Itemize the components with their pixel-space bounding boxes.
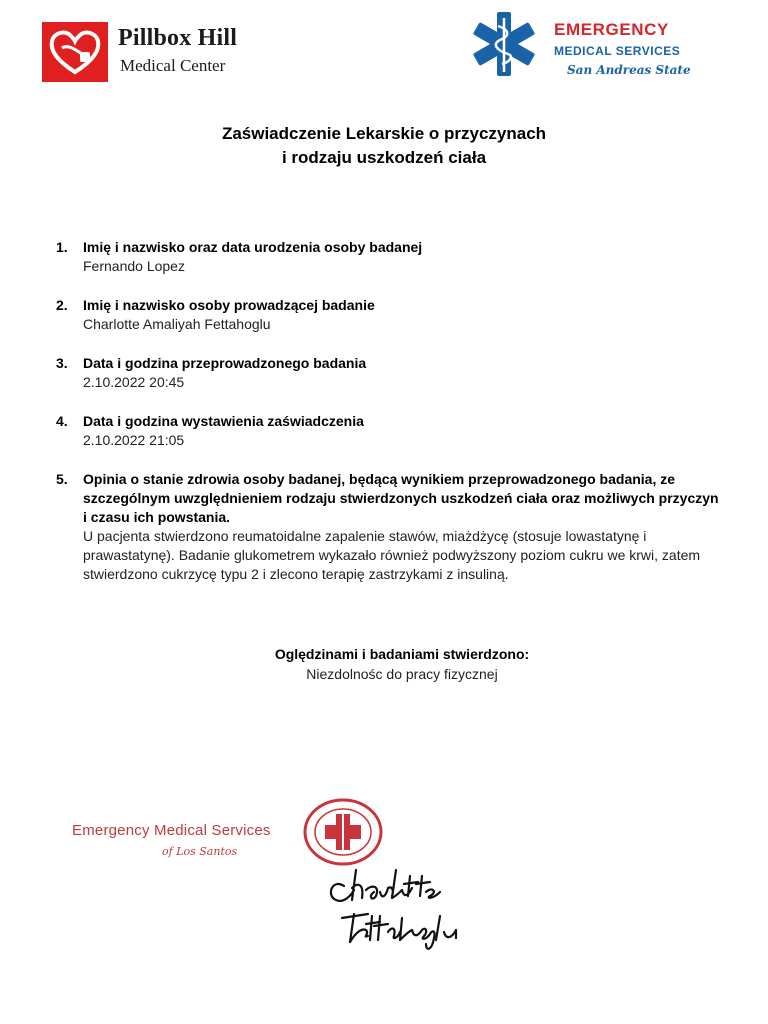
- item-value: 2.10.2022 20:45: [83, 374, 185, 390]
- item-label: Opinia o stanie zdrowia osoby badanej, będącą wynikiem przeprowadzonego badania, ze szczególnym uwzględnieniem rodzaju stwierdzonych uszkodzeń ciała oraz możliwych przyczyn i czasu ich powstania.: [83, 471, 719, 525]
- list-item: [56, 354, 726, 392]
- item-label: Imię i nazwisko osoby prowadzącej badanie: [83, 297, 375, 313]
- item-number: 5.: [56, 471, 68, 487]
- document-title-line-2: i rodzaju uszkodzeń ciała: [281, 148, 487, 167]
- list-item: [56, 238, 726, 276]
- item-number: 1.: [56, 239, 68, 255]
- document-title-line-1: Zaświadczenie Lekarskie o przyczynach: [221, 124, 547, 143]
- item-value: U pacjenta stwierdzono reumatoidalne zapalenie stawów, miażdżycę (stosuje lowastatynę i prawastatynę). Badanie glukometrem wykazało również podwyższony poziom cukru we krwi, zatem stwierdzono cukrzycę typu 2 i zlecono terapię zastrzykami z insuliną.: [83, 528, 701, 582]
- finding-label: Oględzinami i badaniami stwierdzono:: [274, 646, 530, 662]
- hospital-subtitle: Medical Center: [120, 56, 226, 75]
- list-item: [56, 470, 726, 584]
- list-item: [56, 412, 726, 450]
- hospital-name: Pillbox Hill: [118, 25, 238, 51]
- ems-logo-title: EMERGENCY: [554, 20, 669, 39]
- ems-stamp-text: Emergency Medical Services: [72, 822, 271, 839]
- list-item: [56, 296, 726, 334]
- item-value: 2.10.2022 21:05: [83, 432, 185, 448]
- item-label: Data i godzina wystawienia zaświadczenia: [83, 413, 364, 429]
- item-number: 2.: [56, 297, 68, 313]
- item-value: Fernando Lopez: [83, 258, 185, 274]
- ems-stamp-subtitle: of Los Santos: [162, 845, 238, 858]
- ems-logo-state: San Andreas State: [567, 63, 691, 77]
- item-number: 3.: [56, 355, 68, 371]
- finding-section: [0, 644, 768, 684]
- item-label: Data i godzina przeprowadzonego badania: [83, 355, 367, 371]
- letterhead: [0, 0, 768, 100]
- signature-icon: [322, 856, 522, 956]
- document-title: [0, 122, 768, 170]
- signature-stamp-area: [66, 796, 506, 966]
- finding-value: Niezdolnośc do pracy fizycznej: [306, 666, 498, 682]
- item-value: Charlotte Amaliyah Fettahoglu: [83, 316, 271, 332]
- star-of-life-icon: [466, 8, 542, 80]
- document-items: [56, 238, 726, 604]
- item-number: 4.: [56, 413, 68, 429]
- heart-cross-icon: [42, 22, 108, 82]
- ems-logo-subtitle: MEDICAL SERVICES: [554, 44, 681, 58]
- item-label: Imię i nazwisko oraz data urodzenia osoby badanej: [83, 239, 423, 255]
